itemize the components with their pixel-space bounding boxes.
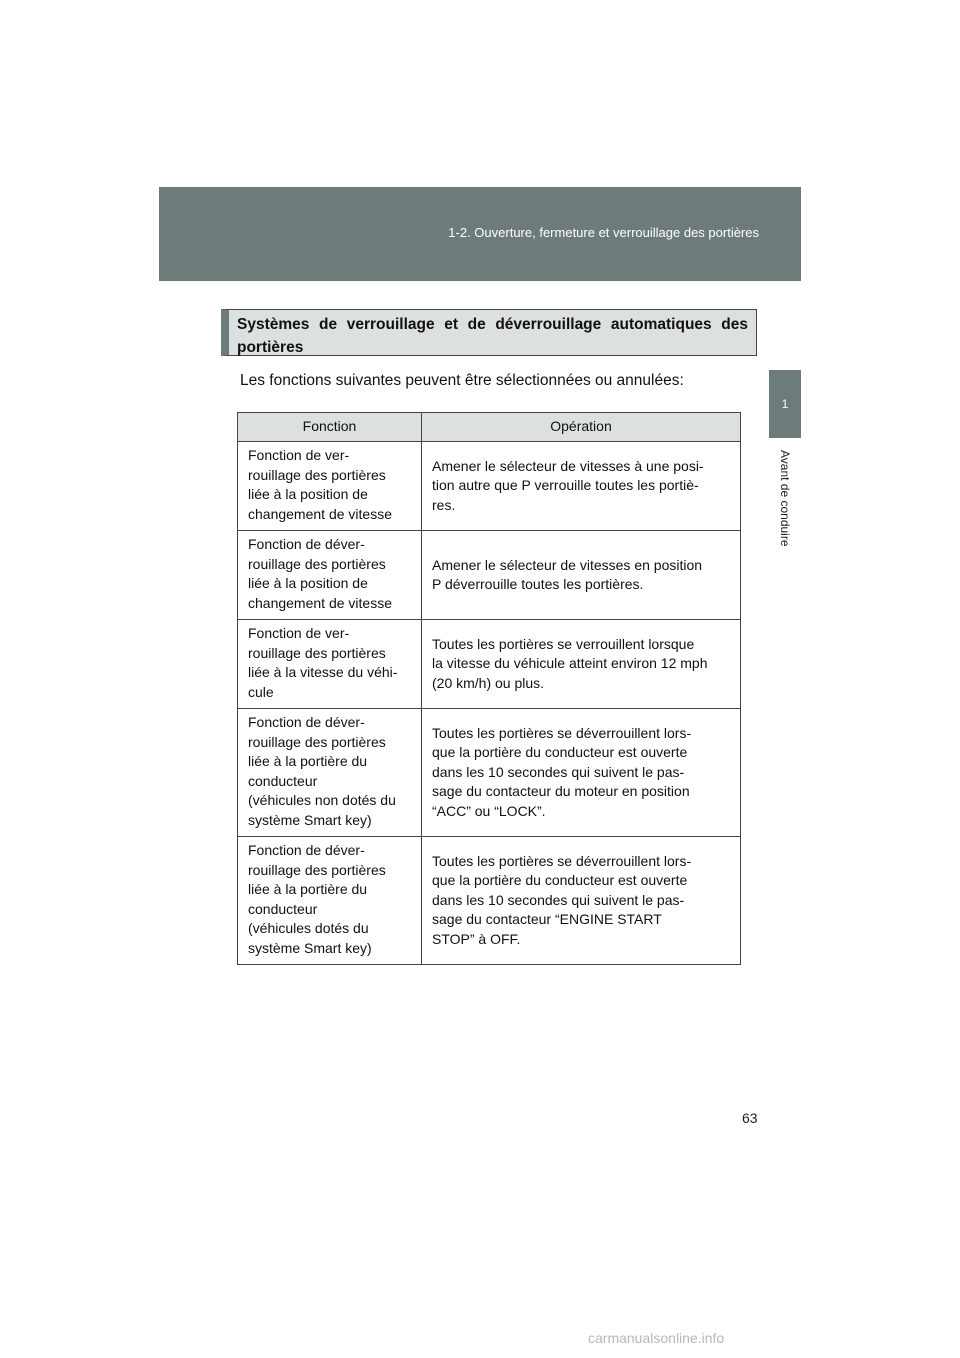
page-number: 63: [742, 1110, 758, 1126]
function-line: liée à la vitesse du véhi-: [248, 664, 398, 680]
operation-line: dans les 10 secondes qui suivent le pas-: [432, 891, 685, 908]
operation-line: dans les 10 secondes qui suivent le pas-: [432, 763, 685, 780]
function-line: système Smart key): [248, 939, 372, 956]
chapter-tab: 1: [769, 370, 801, 438]
function-line: changement de vitesse: [248, 594, 392, 611]
function-cell: [238, 531, 422, 620]
operation-line: tion autre que P verrouille toutes les portiè-: [432, 477, 699, 494]
operation-line: P déverrouille toutes les portières.: [432, 576, 644, 592]
operation-line: res.: [432, 496, 456, 513]
function-line: système Smart key): [248, 811, 372, 828]
function-line: Fonction de déver-: [248, 536, 365, 552]
function-cell: [238, 837, 422, 965]
table-row: [238, 620, 741, 709]
table-row: [238, 837, 741, 965]
function-line: rouillage des portières: [248, 733, 386, 750]
function-line: cule: [248, 683, 274, 700]
function-line: rouillage des portières: [248, 466, 386, 483]
operation-line: Amener le sélecteur de vitesses à une posi-: [432, 457, 704, 474]
function-line: conducteur: [248, 900, 318, 917]
function-line: liée à la portière du: [248, 881, 368, 897]
operation-cell: [422, 709, 741, 837]
function-cell: [238, 709, 422, 837]
header-operation: Opération: [422, 413, 741, 442]
table-row: [238, 442, 741, 531]
function-line: (véhicules dotés du: [248, 920, 369, 936]
intro-text: Les fonctions suivantes peuvent être sélectionnées ou annulées:: [240, 372, 684, 389]
watermark: carmanualsonline.info: [588, 1330, 725, 1346]
function-line: Fonction de ver-: [248, 625, 350, 641]
operation-line: Toutes les portières se déverrouillent lors-: [432, 852, 692, 869]
operation-line: sage du contacteur “ENGINE START: [432, 911, 662, 928]
table-header-row: [238, 413, 741, 442]
operation-line: “ACC” ou “LOCK”.: [432, 802, 546, 819]
operation-line: (20 km/h) ou plus.: [432, 674, 545, 691]
operation-line: que la portière du conducteur est ouverte: [432, 744, 688, 761]
function-line: rouillage des portières: [248, 644, 386, 661]
table-row: [238, 709, 741, 837]
header-band: [159, 187, 801, 281]
section-title: 1-2. Ouverture, fermeture et verrouillage des portières: [448, 225, 759, 240]
function-line: rouillage des portières: [248, 861, 386, 878]
operation-line: que la portière du conducteur est ouverte: [432, 872, 688, 889]
function-line: conducteur: [248, 772, 318, 789]
function-line: liée à la position de: [248, 575, 368, 591]
function-line: Fonction de ver-: [248, 447, 350, 463]
operation-cell: [422, 620, 741, 709]
function-line: Fonction de déver-: [248, 714, 365, 730]
function-line: rouillage des portières: [248, 555, 386, 572]
table-row: [238, 531, 741, 620]
function-line: liée à la position de: [248, 486, 368, 502]
function-cell: [238, 620, 422, 709]
header-function: Fonction: [238, 413, 422, 442]
function-line: liée à la portière du: [248, 753, 368, 769]
function-table: [237, 412, 741, 965]
chapter-label: Avant de conduire: [778, 450, 792, 547]
operation-line: STOP” à OFF.: [432, 930, 521, 947]
operation-line: la vitesse du véhicule atteint environ 12 mph: [432, 655, 708, 672]
function-line: changement de vitesse: [248, 505, 392, 522]
operation-line: Toutes les portières se déverrouillent lors-: [432, 724, 692, 741]
function-line: Fonction de déver-: [248, 842, 365, 858]
operation-cell: [422, 837, 741, 965]
function-line: (véhicules non dotés du: [248, 792, 396, 808]
function-cell: [238, 442, 422, 531]
section-heading: Systèmes de verrouillage et de déverrouillage automatiques des portières: [221, 309, 757, 356]
operation-cell: [422, 442, 741, 531]
operation-line: Amener le sélecteur de vitesses en position: [432, 556, 703, 573]
operation-line: Toutes les portières se verrouillent lorsque: [432, 635, 695, 652]
operation-line: sage du contacteur du moteur en position: [432, 783, 690, 800]
operation-cell: [422, 531, 741, 620]
